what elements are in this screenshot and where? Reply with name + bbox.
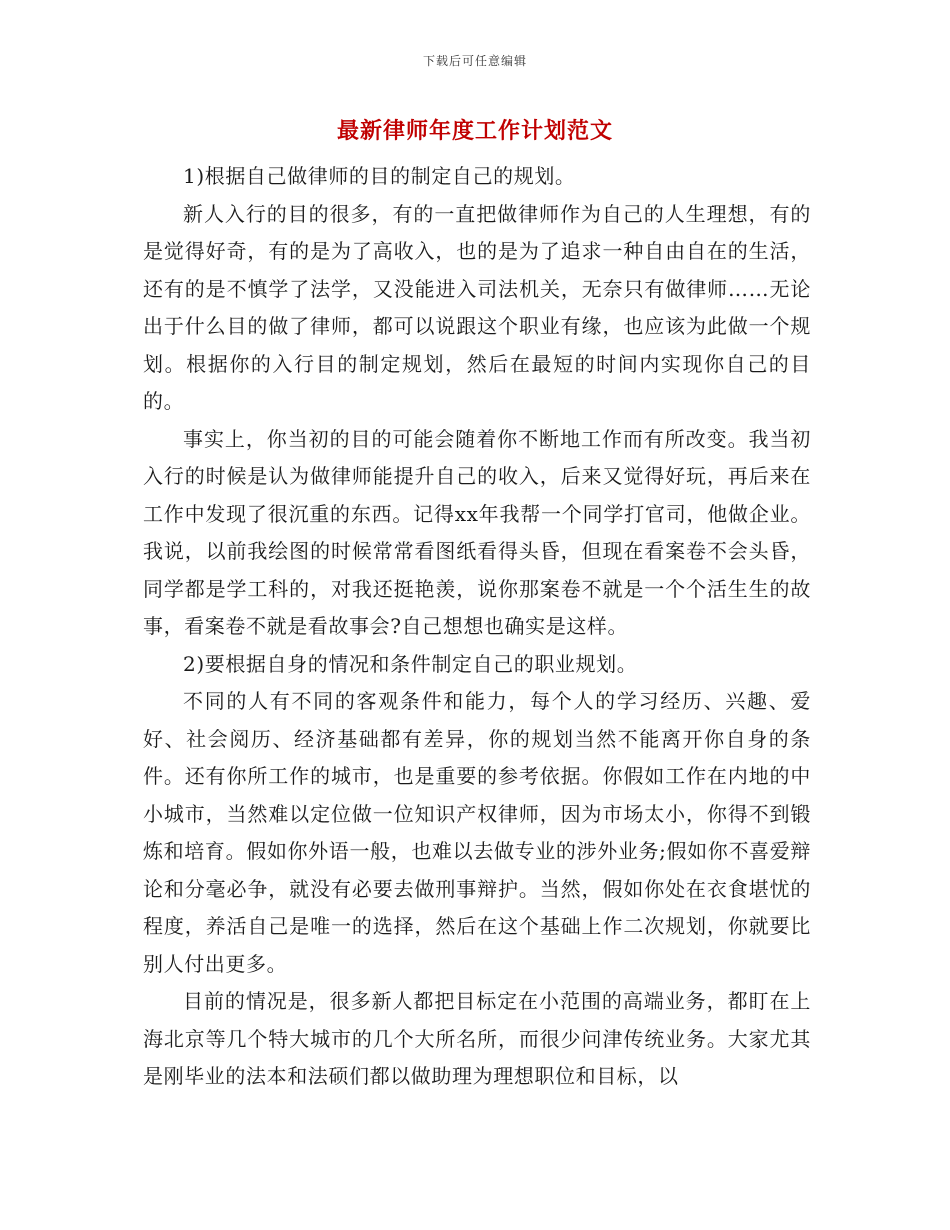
paragraph-heading-1: 1)根据自己做律师的目的制定自己的规划。 (183, 164, 576, 188)
paragraph: 事实上，你当初的目的可能会随着你不断地工作而有所改变。我当初入行的时候是认为做律师能提升自己的收入，后来又觉得好玩，再后来在工作中发现了很沉重的东西。记得xx年我帮一个同学打官司，他做企业。我说，以前我绘图的时候常常看图纸看得头昏，但现在看案卷不会头昏，同学都是学工科的，对我还挺艳羡，说你那案卷不就是一个个活生生的故事，看案卷不就是看故事会?自己想想也确实是这样。 (143, 426, 811, 638)
paragraph-heading-2: 2)要根据自身的情况和条件制定自己的职业规划。 (183, 651, 638, 676)
document-title: 最新律师年度工作计划范文 (336, 118, 613, 144)
page-header: 下载后可任意编辑 (422, 54, 527, 68)
paragraph: 目前的情况是，很多新人都把目标定在小范围的高端业务，都盯在上海北京等几个特大城市的几个大所名所，而很少问津传统业务。大家尤其是刚毕业的法本和法硕们都以做助理为理想职位和目标，以 (143, 989, 811, 1088)
paragraph: 不同的人有不同的客观条件和能力，每个人的学习经历、兴趣、爱好、社会阅历、经济基础都有差异，你的规划当然不能离开你自身的条件。还有你所工作的城市，也是重要的参考依据。你假如工作在内地的中小城市，当然难以定位做一位知识产权律师，因为市场太小，你得不到锻炼和培育。假如你外语一般，也难以去做专业的涉外业务;假如你不喜爱辩论和分毫必争，就没有必要去做刑事辩护。当然，假如你处在衣食堪忧的程度，养活自己是唯一的选择，然后在这个基础上作二次规划，你就要比别人付出更多。 (143, 689, 811, 976)
document-body (143, 158, 811, 1088)
paragraph: 新人入行的目的很多，有的一直把做律师作为自己的人生理想，有的是觉得好奇，有的是为了高收入，也的是为了追求一种自由自在的生活，还有的是不慎学了法学，又没能进入司法机关，无奈只有做律师……无论出于什么目的做了律师，都可以说跟这个职业有缘，也应该为此做一个规划。根据你的入行目的制定规划，然后在最短的时间内实现你自己的目的。 (143, 201, 811, 413)
